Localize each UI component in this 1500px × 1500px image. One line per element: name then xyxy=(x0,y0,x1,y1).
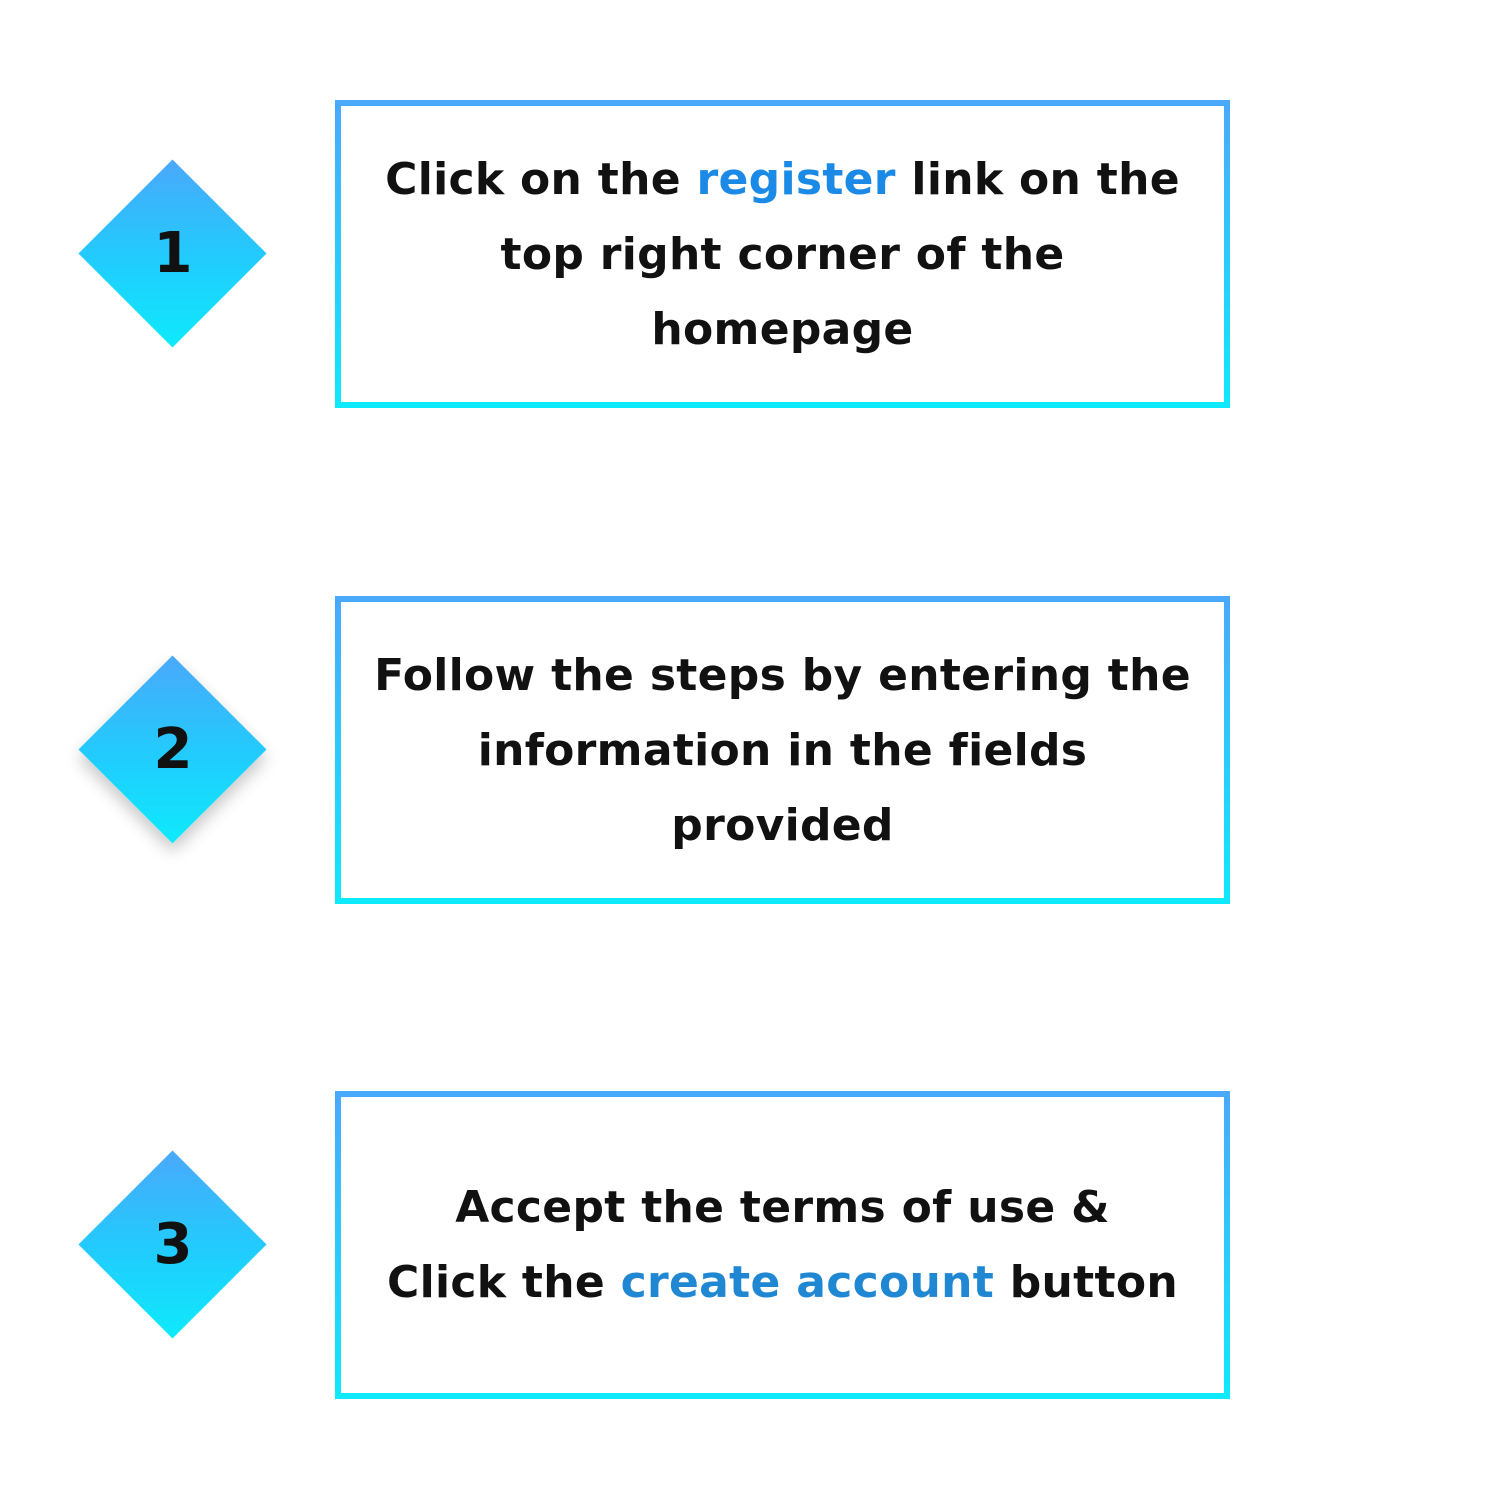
step-1-marker xyxy=(79,160,267,348)
step-2-line-2: information in the fields xyxy=(477,724,1088,776)
step-3-text xyxy=(387,1170,1178,1320)
step-3-card xyxy=(335,1091,1230,1399)
step-1-line-2: top right corner of the xyxy=(500,228,1065,280)
step-2-text xyxy=(374,638,1191,863)
create-account-link: create account xyxy=(620,1257,995,1308)
step-2 xyxy=(0,596,1500,906)
step-3-line-2 xyxy=(387,1257,1178,1308)
step-2-marker xyxy=(79,656,267,844)
step-2-number: 2 xyxy=(153,717,193,782)
line-text: Click the xyxy=(387,1257,621,1308)
step-3 xyxy=(0,1091,1500,1401)
step-3-marker xyxy=(79,1151,267,1339)
step-1-line-1 xyxy=(385,154,1180,205)
step-1-text xyxy=(385,142,1180,367)
step-3-number: 3 xyxy=(153,1212,193,1277)
line-text: link on the xyxy=(895,153,1180,205)
step-1 xyxy=(0,100,1500,410)
register-link: register xyxy=(696,153,896,205)
step-3-line-1: Accept the terms of use & xyxy=(455,1182,1110,1233)
step-1-line-3: homepage xyxy=(651,303,914,355)
step-2-line-3: provided xyxy=(671,799,894,851)
line-text: Click on the xyxy=(385,153,697,205)
step-1-card xyxy=(335,100,1230,408)
line-text: button xyxy=(994,1257,1178,1308)
step-2-card xyxy=(335,596,1230,904)
step-1-number: 1 xyxy=(153,221,193,286)
step-2-line-1: Follow the steps by entering the xyxy=(374,649,1191,701)
